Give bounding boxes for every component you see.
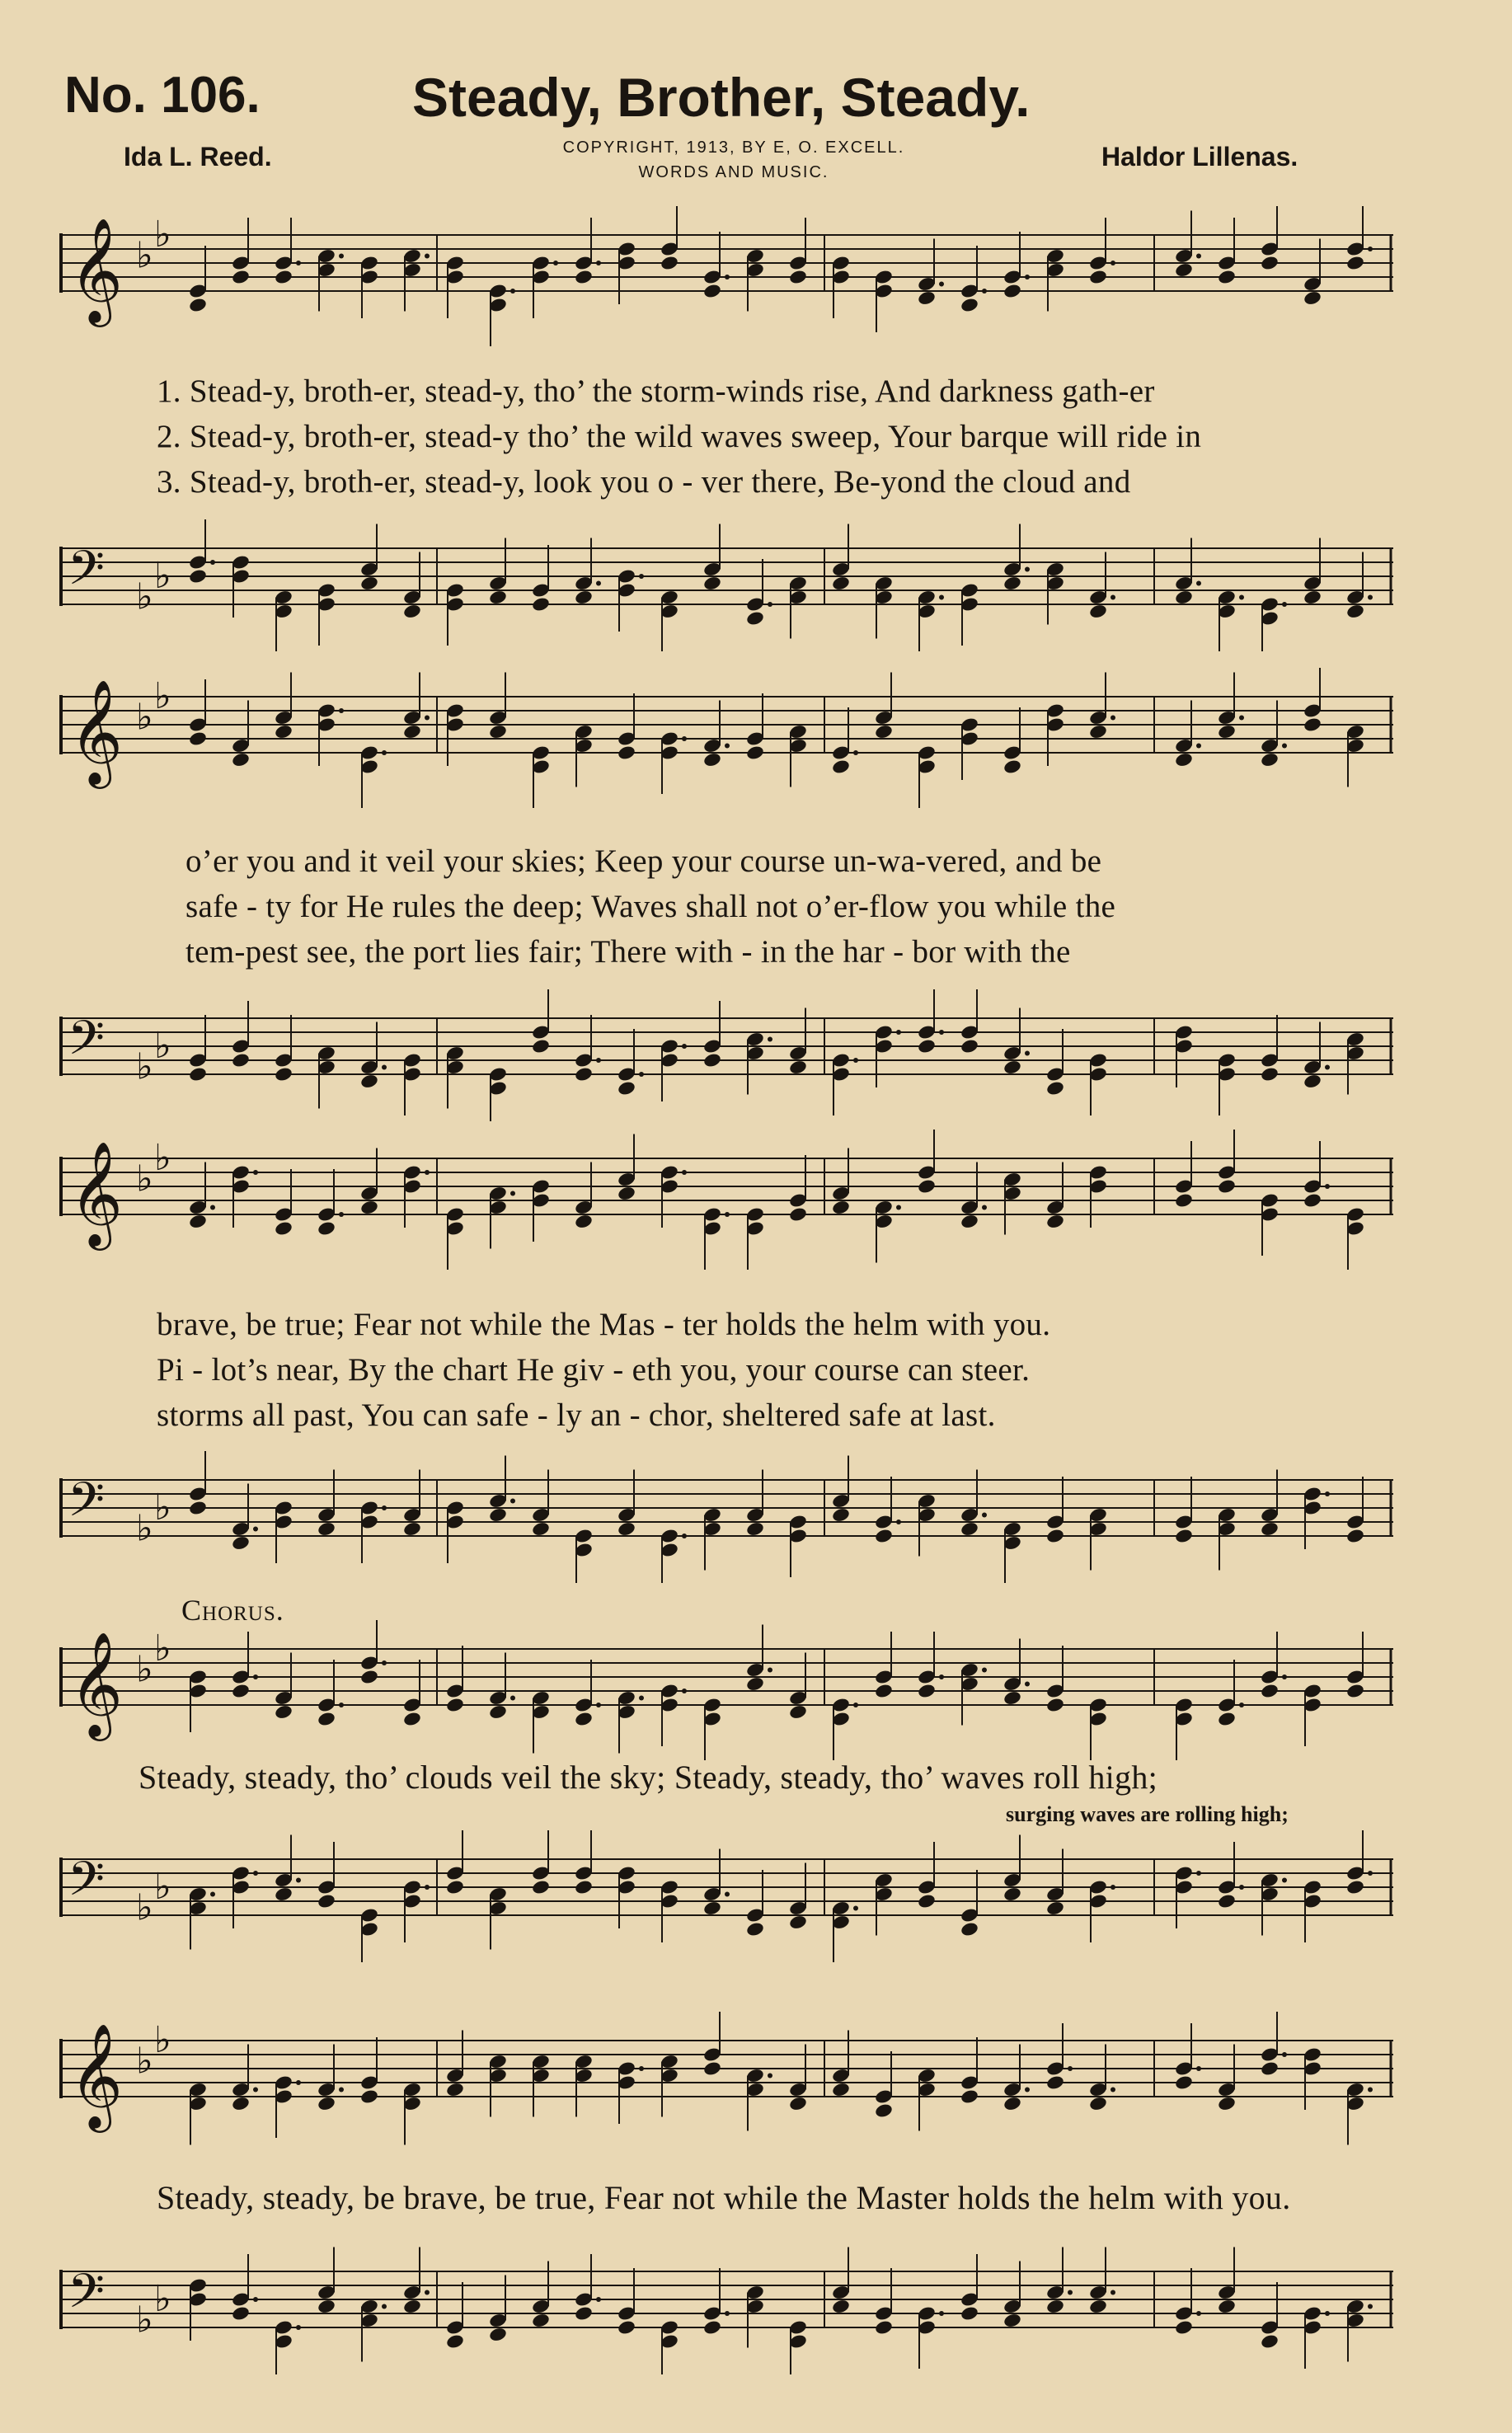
copyright-notice: [528, 135, 940, 185]
treble-clef-icon: 𝄞: [69, 2022, 124, 2128]
flat-icon: ♭: [136, 575, 153, 618]
lyric-line: 2. Stead-y, broth-er, stead-y tho’ the wild waves sweep, Your barque will ride in: [157, 419, 1202, 454]
flat-icon: ♭: [136, 696, 153, 739]
music-system: [58, 190, 1393, 635]
bass-clef-icon: 𝄢: [68, 2263, 106, 2331]
treble-clef-icon: 𝄞: [69, 1140, 124, 1246]
flat-icon: ♭: [154, 214, 171, 256]
lyric-line: Steady, steady, tho’ clouds veil the sky; Steady, steady, tho’ waves roll high;: [139, 1759, 1158, 1796]
copyright-line: COPYRIGHT, 1913, BY E, O. EXCELL.: [562, 139, 905, 157]
treble-clef-icon: 𝄞: [69, 217, 124, 322]
copyright-line: WORDS AND MUSIC.: [638, 163, 829, 181]
treble-staff: [58, 1620, 1393, 1760]
flat-icon: ♭: [136, 2040, 153, 2083]
bass-clef-icon: 𝄢: [68, 1472, 106, 1539]
flat-icon: ♭: [154, 1487, 171, 1529]
treble-staff: [58, 2012, 1393, 2152]
treble-staff: [58, 668, 1393, 808]
lyric-line: safe - ty for He rules the deep; Waves shall not o’er-flow you while the: [185, 889, 1116, 924]
treble-staff: [58, 1130, 1393, 1270]
flat-icon: ♭: [154, 1137, 171, 1179]
lyric-line: tem-pest see, the port lies fair; There with - in the har - bor with the: [185, 934, 1071, 970]
lyric-line: 1. Stead-y, broth-er, stead-y, tho’ the storm-winds rise, And darkness gath-er: [157, 373, 1155, 409]
bass-staff: [58, 2243, 1393, 2374]
flat-icon: ♭: [154, 675, 171, 717]
music-system: [58, 1113, 1393, 1575]
lyric-line: o’er you and it veil your skies; Keep your course un-wa-vered, and be: [185, 843, 1102, 879]
flat-icon: ♭: [136, 1886, 153, 1929]
bass-staff: [58, 519, 1393, 651]
flat-icon: ♭: [136, 234, 153, 277]
alt-lyric: surging waves are rolling high;: [1006, 1802, 1289, 1826]
hymn-author: Ida L. Reed.: [124, 142, 272, 171]
hymn-composer: Haldor Lillenas.: [1101, 142, 1298, 171]
flat-icon: ♭: [154, 1866, 171, 1908]
music-system: [58, 1583, 1393, 1970]
chorus-label: Chorus.: [181, 1594, 284, 1627]
bass-clef-icon: 𝄢: [68, 540, 106, 608]
flat-icon: ♭: [136, 1158, 153, 1200]
flat-icon: ♭: [154, 1627, 171, 1670]
flat-icon: ♭: [154, 1025, 171, 1067]
music-system: [58, 651, 1393, 1097]
lyric-line: Steady, steady, be brave, be true, Fear not while the Master holds the helm with you.: [157, 2179, 1291, 2216]
hymn-title: Steady, Brother, Steady.: [412, 67, 1031, 128]
flat-icon: ♭: [154, 2019, 171, 2061]
hymn-number: No. 106.: [64, 67, 261, 124]
bass-clef-icon: 𝄢: [68, 1851, 106, 1919]
lyric-line: Pi - lot’s near, By the chart He giv - eth you, your course can steer.: [157, 1352, 1031, 1388]
bass-staff: [58, 989, 1393, 1121]
flat-icon: ♭: [136, 2299, 153, 2341]
lyric-line: storms all past, You can safe - ly an - chor, sheltered safe at last.: [157, 1397, 996, 1433]
treble-clef-icon: 𝄞: [69, 679, 124, 784]
lyric-line: 3. Stead-y, broth-er, stead-y, look you o - ver there, Be-yond the cloud and: [157, 464, 1131, 500]
lyric-line: brave, be true; Fear not while the Mas - ter holds the helm with you.: [157, 1307, 1051, 1342]
treble-staff: [58, 206, 1393, 346]
flat-icon: ♭: [154, 2278, 171, 2320]
bass-staff: [58, 1830, 1393, 1962]
flat-icon: ♭: [136, 1648, 153, 1691]
flat-icon: ♭: [154, 555, 171, 597]
flat-icon: ♭: [136, 1507, 153, 1550]
flat-icon: ♭: [136, 1045, 153, 1088]
treble-clef-icon: 𝄞: [69, 1631, 124, 1736]
bass-staff: [58, 1451, 1393, 1583]
bass-clef-icon: 𝄢: [68, 1010, 106, 1078]
music-system: [58, 1995, 1393, 2407]
